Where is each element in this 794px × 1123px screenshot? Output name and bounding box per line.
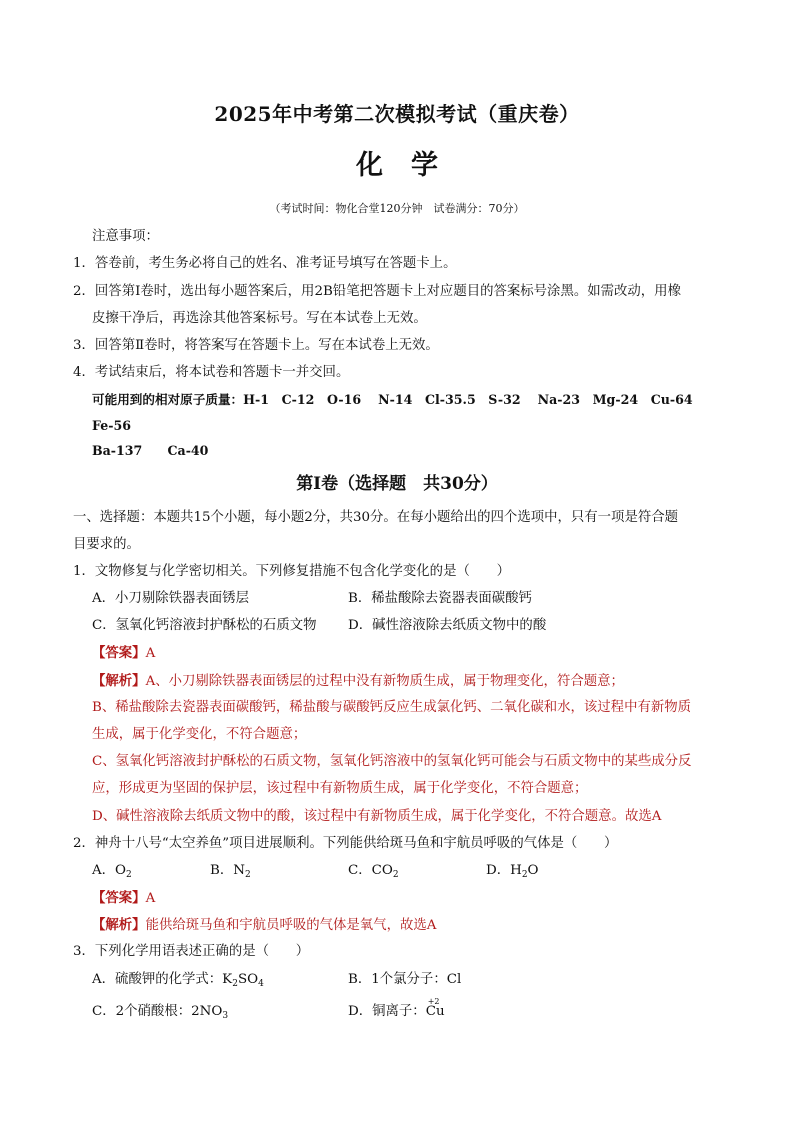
answer-line (92, 889, 155, 908)
copper-ion-symbol: +2 Cu (425, 997, 445, 1019)
question-stem: 2．神舟十八号“太空养鱼”项目进展顺利。下列能供给斑马鱼和宇航员呼吸的气体是（ ） (73, 836, 618, 851)
note-item: 4．考试结束后，将本试卷和答题卡一并交回。 (73, 365, 350, 380)
option-b: B．1个氯分子：Cl (348, 972, 462, 987)
option-d: D．$H_2O$ (486, 863, 539, 880)
option-c: C．2个硝酸根：$2NO_3$ (92, 1004, 229, 1021)
analysis-label: 【解析】 (92, 673, 146, 689)
analysis-text: 能供给斑马鱼和宇航员呼吸的气体是氧气，故选A (145, 918, 437, 933)
analysis-text: C、氢氧化钙溶液封护酥松的石质文物，氢氧化钙溶液中的氢氧化钙可能会与石质文物中的某些成分反 (92, 754, 692, 769)
option-b: B．稀盐酸除去瓷器表面碳酸钙 (348, 591, 532, 606)
answer-label: 【答案】 (92, 890, 146, 906)
question-stem: 3．下列化学用语表述正确的是（ ） (73, 944, 310, 959)
subject-title: 化学 (356, 150, 466, 181)
exam-title: 2025年中考第二次模拟考试（重庆卷） (214, 102, 580, 126)
option-a: A．$O_2$ (92, 863, 132, 880)
option-b: B．$N_2$ (210, 863, 251, 880)
analysis-line (92, 916, 436, 935)
option-c: C．$CO_2$ (348, 863, 399, 880)
analysis-text: 应，形成更为坚固的保护层，该过程中有新物质生成，属于化学变化，不符合题意； (92, 781, 588, 796)
analysis-text: D、碱性溶液除去纸质文物中的酸，该过程中有新物质生成，属于化学变化，不符合题意。故选A (92, 809, 662, 824)
notes-heading: 注意事项： (92, 229, 159, 244)
option-d: D．铜离子： +2 Cu (348, 997, 445, 1019)
section-title: 第Ⅰ卷（选择题 共30分） (296, 474, 498, 494)
analysis-line (92, 672, 624, 691)
atomic-mass-line: Ba-137 Ca-40 (92, 443, 209, 458)
note-item: 1．答卷前，考生务必将自己的姓名、准考证号填写在答题卡上。 (73, 256, 457, 271)
answer-line (92, 644, 155, 663)
option-a: A．小刀剔除铁器表面锈层 (92, 591, 249, 606)
section-intro: 一、选择题：本题共15个小题，每小题2分，共30分。在每小题给出的四个选项中，只有一项是符合题 (73, 510, 679, 525)
note-item: 3．回答第Ⅱ卷时，将答案写在答题卡上。写在本试卷上无效。 (73, 338, 439, 353)
answer-value: A (145, 646, 156, 661)
note-item: 2．回答第Ⅰ卷时，选出每小题答案后，用2B铅笔把答题卡上对应题目的答案标号涂黑。如需改动，用橡 (73, 284, 681, 299)
atomic-mass-line: 可能用到的相对原子质量：H-1 C-12 O-16 N-14 Cl-35.5 S-32 Na-23 Mg-24 Cu-64 (92, 392, 693, 407)
answer-value: A (145, 891, 156, 906)
option-a: A．硫酸钾的化学式：$K_2SO_4$ (92, 972, 264, 989)
analysis-text: B、稀盐酸除去瓷器表面碳酸钙，稀盐酸与碳酸钙反应生成氯化钙、二氧化碳和水，该过程中有新物质 (92, 700, 692, 715)
answer-label: 【答案】 (92, 645, 146, 661)
section-intro: 目要求的。 (73, 537, 140, 552)
exam-info: （考试时间：物化合堂120分钟 试卷满分：70分） (269, 202, 525, 215)
analysis-label: 【解析】 (92, 917, 146, 933)
option-d: D．碱性溶液除去纸质文物中的酸 (348, 618, 547, 633)
question-stem: 1．文物修复与化学密切相关。下列修复措施不包含化学变化的是（ ） (73, 564, 511, 579)
option-c: C．氢氧化钙溶液封护酥松的石质文物 (92, 618, 317, 633)
note-item: 皮擦干净后，再选涂其他答案标号。写在本试卷上无效。 (92, 311, 427, 326)
atomic-mass-line: Fe-56 (92, 418, 132, 433)
analysis-text: 生成，属于化学变化，不符合题意； (92, 727, 307, 742)
analysis-text: A、小刀剔除铁器表面锈层的过程中没有新物质生成，属于物理变化，符合题意； (145, 674, 624, 689)
